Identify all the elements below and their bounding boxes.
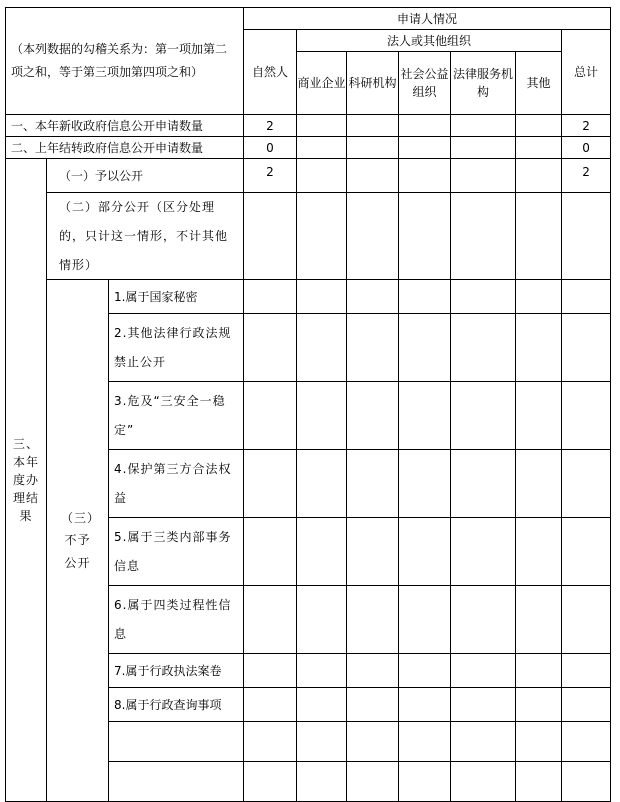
applicant-situation-header: 申请人情况 [244,8,611,30]
carried-over-natural: 0 [244,137,297,159]
reason-item: 2.其他法律行政法规禁止公开 [109,314,244,382]
reason-item: 6.属于四类过程性信息 [109,586,244,654]
research-header: 科研机构 [347,52,399,115]
carried-over-total: 0 [562,137,611,159]
natural-person-header: 自然人 [244,30,297,115]
other-header: 其他 [516,52,562,115]
new-requests-label: 一、本年新收政府信息公开申请数量 [6,115,244,137]
reason-item: 5.属于三类内部事务信息 [109,518,244,586]
reason-item: 3.危及“三安全一稳定” [109,382,244,450]
reason-item: 1.属于国家秘密 [109,280,244,314]
legal-persons-header: 法人或其他组织 [297,30,562,52]
new-requests-natural: 2 [244,115,297,137]
column-note: （本列数据的勾稽关系为：第一项加第二项之和，等于第三项加第四项之和） [6,8,244,115]
reason-item: 7.属于行政执法案卷 [109,654,244,688]
result-label: 三、本年度办理结果 [6,159,47,802]
not-disclosed-label: （三）不予公开 [47,280,109,802]
social-welfare-header: 社会公益组织 [399,52,451,115]
new-requests-total: 2 [562,115,611,137]
disclosure-statistics-table [5,7,611,802]
reason-item: 4.保护第三方合法权益 [109,450,244,518]
granted-total: 2 [562,159,611,193]
carried-over-label: 二、上年结转政府信息公开申请数量 [6,137,244,159]
partial-label: （二）部分公开（区分处理的，只计这一情形，不计其他情形） [47,193,244,280]
reason-item: 8.属于行政查询事项 [109,688,244,722]
granted-natural: 2 [244,159,297,193]
granted-label: （一）予以公开 [47,159,244,193]
commercial-header: 商业企业 [297,52,347,115]
total-header: 总计 [562,30,611,115]
legal-service-header: 法律服务机构 [451,52,516,115]
